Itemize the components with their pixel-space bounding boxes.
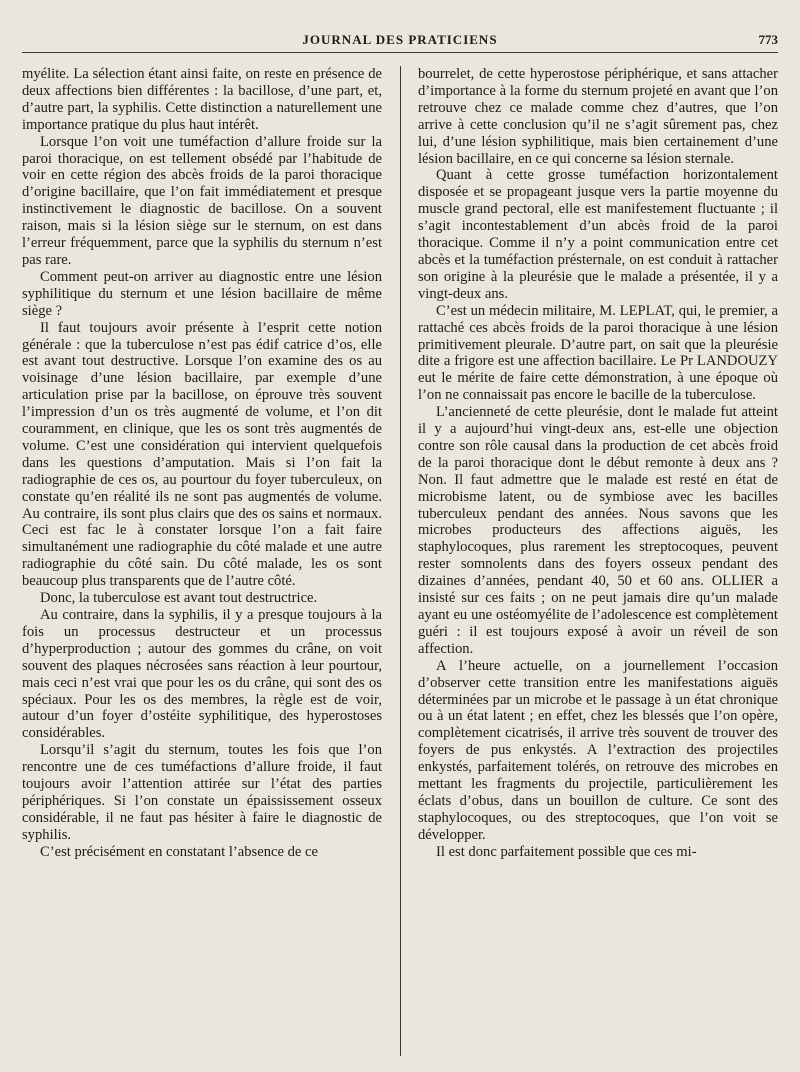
running-title: JOURNAL DES PRATICIENS	[302, 32, 498, 47]
paragraph: myélite. La sélection étant ainsi faite, on reste en présence de deux affections bien différentes : la bacillose, d’une part, et, d’autre part, la syphilis. Cette distinction a naturellement une importance pratique du plus haut intérêt.	[22, 66, 382, 133]
column-divider	[400, 66, 401, 1056]
paragraph: Lorsque l’on voit une tuméfaction d’allure froide sur la paroi thoracique, on est tellement obsédé par l’habitude de voir en cette région des abcès froids de la paroi thoracique d’origine bacillaire, que l’on fait immédiatement et presque instinctivement le diagnostic de bacillose. On a souvent raison, mais si la lésion siège sur le sternum, on est dans l’erreur fréquemment, parce que la syphilis du sternum n’est pas rare.	[22, 133, 382, 268]
paragraph: Quant à cette grosse tuméfaction horizontalement disposée et se propageant jusque vers la partie moyenne du muscle grand pectoral, elle est manifestement fluctuante ; il s’agit incontestablement d’un abcès froid de la paroi thoracique. Comme il n’y a point communication entre cet abcès et la tuméfaction présternale, on est conduit à rattacher son origine à la pleurésie que le malade a présentée, il y a vingt-deux ans.	[418, 167, 778, 302]
page-header	[22, 30, 778, 53]
paragraph: C’est précisément en constatant l’absence de ce	[40, 843, 318, 860]
paragraph: Comment peut-on arriver au diagnostic entre une lésion syphilitique du sternum et une lésion bacillaire de même siège ?	[22, 268, 382, 319]
paragraph: Il est donc parfaitement possible que ces mi-	[436, 843, 697, 860]
paragraph: Il faut toujours avoir présente à l’esprit cette notion générale : que la tuberculose n’est pas édif catrice d’os, elle est avant tout destructive. Lorsque l’on examine des os au voisinage d’une lésion bacillaire, par exemple d’une articulation prise par la bacillose, on éprouve très souvent l’impression d’un os très augmenté de volume, et l’on dit couramment, en clinique, que les os sont très augmentés de volume. C’est une considération qui intervient quelquefois dans les questions d’amputation. Mais si l’on fait la radiographie de ces os, au pourtour du foyer tuberculeux, on constate qu’en réalité ils ne sont pas augmentés de volume. Au contraire, ils sont plus clairs que des os sains et normaux. Ceci est fac le à constater lorsque l’on a fait faire simultanément une radiographie du côté malade et une autre radiographie du côté sain. Du côté malade, les os sont beaucoup plus transparents que de l’autre côté.	[22, 319, 382, 590]
left-column	[22, 66, 382, 1056]
text-columns	[22, 66, 778, 1054]
paragraph: Au contraire, dans la syphilis, il y a presque toujours à la fois un processus destructeur et un processus d’hyperproduction ; autour des gommes du crâne, on voit souvent des plaques nécrosées sans réaction à leur pourtour, mais ceci n’est vrai que pour les os du crâne, qui sont des os spéciaux. Pour les os des membres, la règle est de voir, autour d’un foyer d’ostéite syphilitique, des hyperostoses considérables.	[22, 607, 382, 742]
paragraph: Donc, la tuberculose est avant tout destructrice.	[40, 590, 318, 607]
paragraph: A l’heure actuelle, on a journellement l’occasion d’observer cette transition entre les manifestations aiguës déterminées par un microbe et le passage à un état chronique ou à un état latent ; en effet, chez les blessés que l’on opère, complètement cicatrisés, il arrive très souvent de trouver des foyers de pus enkystés. A l’extraction des projectiles enkystés, parfaitement tolérés, on retrouve des microbes en mettant les fragments du projectile, particulièrement les éclats d’obus, dans un bouillon de culture. Ce sont des staphylocoques, ou des streptocoques, que l’on voit se développer.	[418, 657, 778, 843]
paragraph: C’est un médecin militaire, M. LEPLAT, qui, le premier, a rattaché ces abcès froids de la paroi thoracique à une lésion primitivement pleurale. D’autre part, on sait que la pleurésie dite a frigore est une affection bacillaire. Le Pr LANDOUZY eut le mérite de faire cette démonstration, à une époque où l’on ne connaissait pas encore le bacille de la tuberculose.	[418, 302, 778, 404]
right-column	[418, 66, 778, 1056]
paragraph: L’ancienneté de cette pleurésie, dont le malade fut atteint il y a aujourd’hui vingt-deux ans, est-elle une objection contre son rôle causal dans la production de cet abcès froid de la paroi thoracique dont le début remonte à deux ans ? Non. Il faut admettre que le malade est resté en état de microbisme latent, ou de symbiose avec les bacilles tuberculeux pendant des années. Nous savons que les microbes producteurs des affections aiguës, les staphylocoques, plus rarement les streptocoques, peuvent rester somnolents dans des foyers osseux pendant des dizaines d’années, pendant 40, 50 et 60 ans. OLLIER a insisté sur ces faits ; on ne peut jamais dire qu’un malade ayant eu une ostéomyélite de l’adolescence est complètement guéri : il est toujours exposé à avoir un réveil de son affection.	[418, 404, 778, 657]
paragraph: Lorsqu’il s’agit du sternum, toutes les fois que l’on rencontre une de ces tuméfactions d’allure froide, il faut toujours avoir l’attention attirée sur l’état des parties périphériques. Si l’on constate un épaississement osseux considérable, il ne faut pas hésiter à faire le diagnostic de syphilis.	[22, 742, 382, 843]
paragraph: bourrelet, de cette hyperostose périphérique, et sans attacher d’importance à la forme du sternum projeté en avant que l’on retrouve chez ce malade comme chez d’autres, que l’on arrive à cette conclusion qu’il ne s’agit sûrement pas, chez lui, d’une lésion syphilitique, mais bien certainement d’une lésion bacillaire, en ce qui concerne sa lésion sternale.	[418, 66, 778, 167]
page-number: 773	[758, 32, 778, 47]
